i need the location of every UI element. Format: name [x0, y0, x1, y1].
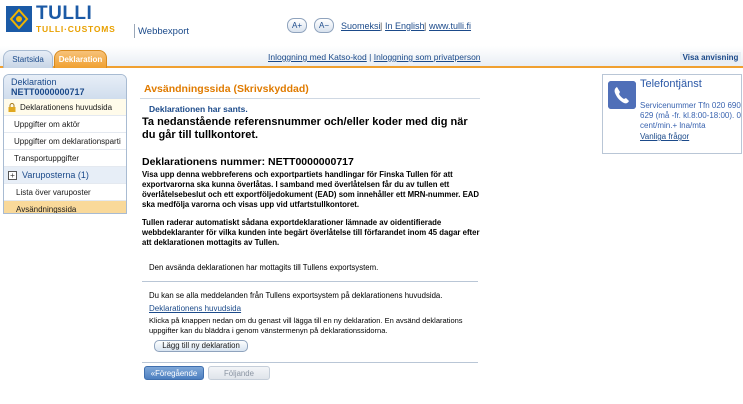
sidebar-item-main-page[interactable]: [4, 99, 126, 116]
katso-login-link[interactable]: Inloggning med Katso-kod: [268, 52, 367, 62]
declaration-id: NETT0000000717: [11, 87, 85, 97]
header: [0, 0, 743, 44]
sidebar-header: [4, 75, 126, 99]
brand: [36, 4, 116, 34]
lock-icon: [8, 103, 16, 112]
tab-bar: [0, 46, 743, 68]
sidebar-item-goods-items[interactable]: [4, 167, 126, 184]
brand-title: TULLI: [36, 3, 93, 24]
sidebar-item-goods-list[interactable]: Lista över varuposter: [4, 184, 126, 201]
sidebar-item-label: Varuposterna (1): [22, 170, 89, 180]
private-login-link[interactable]: Inloggning som privatperson: [373, 52, 481, 62]
next-button: Följande: [208, 366, 270, 380]
info-text: Du kan se alla meddelanden från Tullens exportsystem på deklarationens huvudsida.: [149, 291, 443, 300]
instruction-text: Ta nedanstående referensnummer och/eller koder med dig när du går till tullkontoret.: [142, 116, 468, 141]
declaration-number: Deklarationens nummer: NETT0000000717: [142, 156, 354, 168]
lang-english-link[interactable]: In English: [385, 21, 425, 31]
lang-finnish-link[interactable]: Suomeksi: [341, 21, 381, 31]
sidebar-item-transport[interactable]: Transportuppgifter: [4, 150, 126, 167]
divider: [140, 98, 480, 99]
add-declaration-info: Klicka på knappen nedan om du genast vill lägga till en ny deklaration. En avsänd deklarations uppgifter kan du bläddra i genom vänstermenyn på deklarationssidorna.: [149, 316, 463, 335]
page-title: Avsändningssida (Skrivskyddad): [144, 83, 309, 95]
export-instructions: Visa upp denna webbreferens och exportpartiets handlingar för Finska Tullen för att exportvarorna ska kunna överlåtas. I samband med överlåtelsen får du av tullen ett överlåtelsebeslut och ett exportföljedokument (EAD) som innehåller ett MRN-nummer. EAD ska medfölja varorna och visas upp vid utfartstullkontoret.: [142, 170, 480, 209]
previous-button[interactable]: «Föregående: [144, 366, 204, 380]
phone-service-box: [602, 74, 742, 154]
sidebar: [3, 74, 127, 214]
faq-link[interactable]: Vanliga frågor: [640, 132, 690, 141]
expand-icon[interactable]: +: [8, 171, 17, 180]
tab-start[interactable]: Startsida: [3, 50, 53, 68]
saved-message: Deklarationen har sants.: [149, 104, 248, 114]
header-divider: [134, 24, 135, 38]
phone-service-title: Telefontjänst: [640, 78, 702, 90]
sidebar-item-declaration-consignment[interactable]: Uppgifter om deklarationsparti: [4, 133, 126, 150]
login-separator: |: [369, 52, 372, 62]
header-link-separator: |: [380, 21, 383, 31]
sidebar-item-send-page[interactable]: Avsändningssida: [4, 201, 126, 214]
tab-declaration[interactable]: Deklaration: [54, 50, 107, 68]
phone-icon: [608, 81, 636, 109]
sidebar-title: Deklaration: [11, 77, 57, 87]
show-help-button[interactable]: Visa anvisning: [680, 52, 741, 64]
received-message: Den avsända deklarationen har mottagits till Tullens exportsystem.: [149, 263, 379, 272]
phone-service-text: Servicenummer Tfn 020 690 629 (må -fr. kl.8:00-18:00). 0 cent/min.+ lna/mta: [640, 101, 741, 130]
app-name: Webbexport: [138, 26, 190, 37]
declaration-main-page-link[interactable]: Deklarationens huvudsida: [149, 304, 242, 313]
login-links: [268, 52, 481, 62]
received-message-box: [142, 256, 478, 282]
site-link[interactable]: www.tulli.fi: [429, 21, 472, 31]
tulli-logo-icon: [6, 6, 32, 32]
main-content: [140, 74, 482, 399]
font-increase-button[interactable]: A+: [287, 18, 307, 33]
font-decrease-button[interactable]: A−: [314, 18, 334, 33]
sidebar-item-operator[interactable]: Uppgifter om aktör: [4, 116, 126, 133]
brand-subtitle: TULLI·CUSTOMS: [36, 24, 116, 34]
header-link-separator: |: [424, 21, 427, 31]
info-box: [142, 287, 478, 363]
add-new-declaration-button[interactable]: Lägg till ny deklaration: [154, 340, 248, 352]
deletion-notice: Tullen raderar automatiskt sådana exportdeklarationer lämnade av oidentifierade webbdeklaranter för vilka kunden inte begärt överlåtelse till förfarandet inom 45 dagar efter att deklarationen mottagits av Tullen.: [142, 218, 480, 247]
sidebar-item-label: Deklarationens huvudsida: [20, 103, 113, 112]
